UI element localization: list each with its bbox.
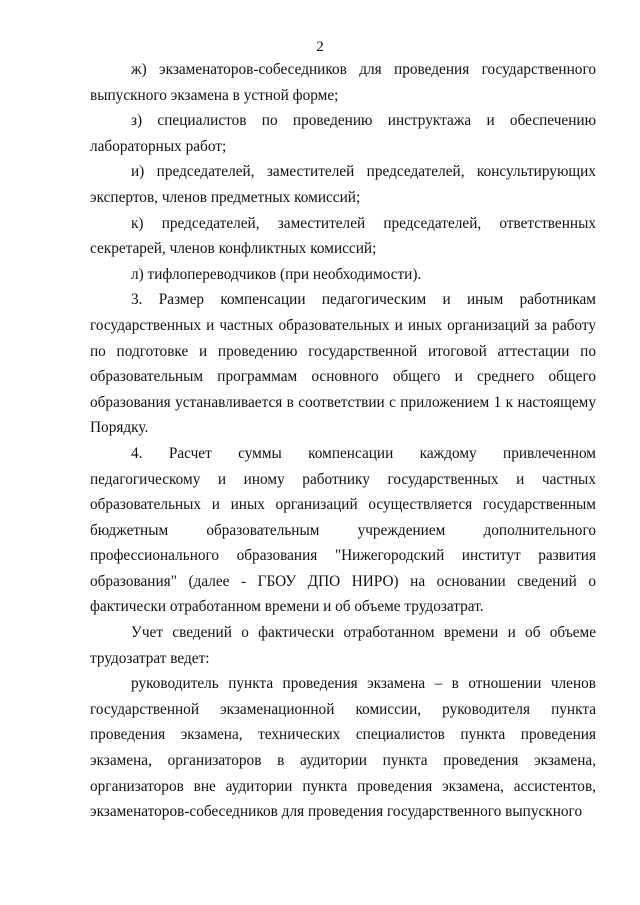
paragraph-item-z: з) специалистов по проведению инструктажа и обеспечению лабораторных работ; — [90, 112, 596, 155]
paragraph-item-i: и) председателей, заместителей председателей, консультирующих экспертов, членов предметных комиссий; — [90, 163, 596, 206]
paragraph-accounting: Учет сведений о фактически отработанном времени и об объеме трудозатрат ведет: — [90, 624, 596, 667]
paragraph-item-k: к) председателей, заместителей председателей, ответственных секретарей, членов конфликтных комиссий; — [90, 214, 596, 258]
paragraph-section-3: 3. Размер компенсации педагогическим и иным работникам государственных и частных образовательных и иных организаций за работу по подготовке и проведению государственной итоговой аттестации по образовательным программам основного общего и среднего общего образования устанавливается в соответствии с приложением 1 к настоящему Порядку. — [90, 291, 596, 437]
paragraph-item-zh: ж) экзаменаторов-собеседников для проведения государственного выпускного экзамена в устной форме; — [90, 61, 596, 104]
paragraph-section-4: 4. Расчет суммы компенсации каждому привлеченном педагогическому и иному работнику государственных и частных образовательных и иных организаций осуществляется государственным бюджетным образовательным учреждением дополнительного профессионального образования "Нижегородский институт развития образования" (далее - ГБОУ ДПО НИРО) на основании сведений о фактически отработанном времени и об объеме трудозатрат. — [90, 444, 596, 616]
paragraph-exam-point-head: руководитель пункта проведения экзамена – в отношении членов государственной экзаменационной комиссии, руководителя пункта проведения экзамена, технических специалистов пункта проведения экзамена, организаторов в аудитории пункта проведения экзамена, организаторов вне аудитории пункта проведения экзамена, ассистентов, экзаменаторов-собеседников для проведения государственного выпускного — [90, 675, 596, 821]
paragraph-item-l: л) тифлопереводчиков (при необходимости). — [131, 265, 422, 283]
document-body — [90, 57, 596, 825]
page-number: 2 — [316, 39, 324, 55]
